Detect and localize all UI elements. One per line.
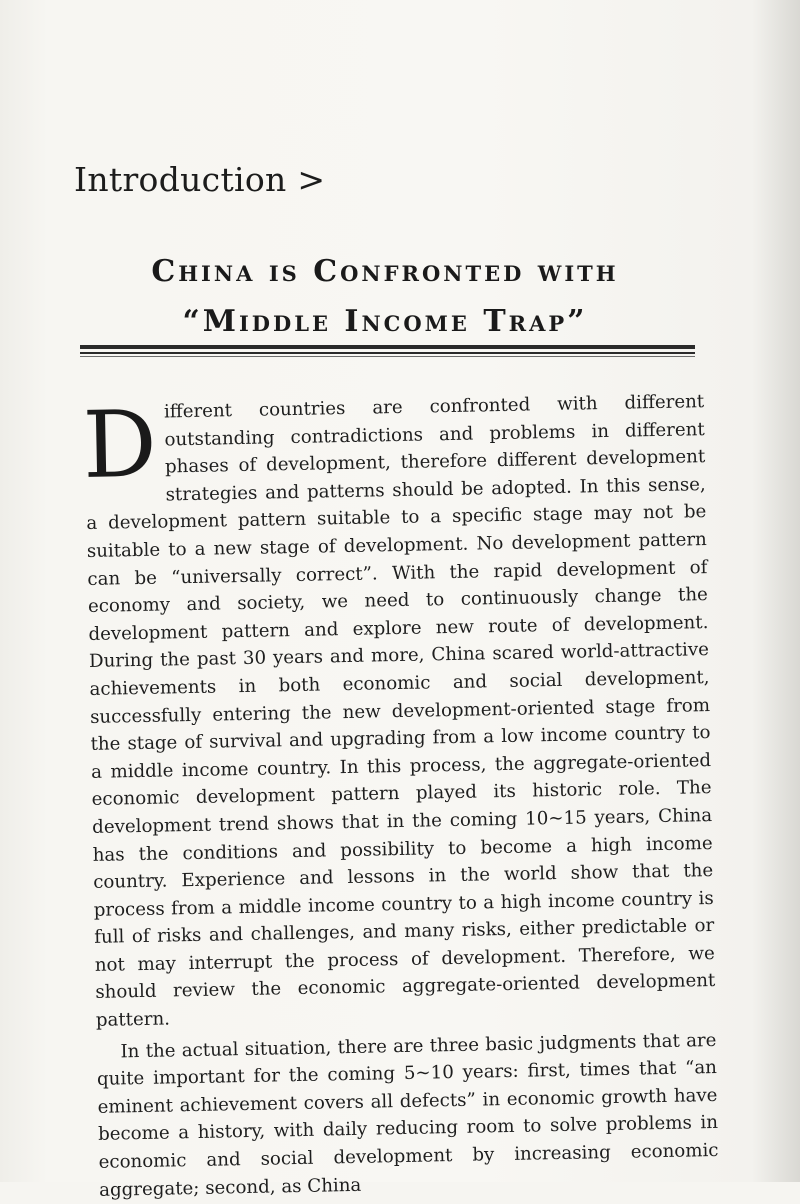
paragraph-2: In the actual situation, there are three basic judgments that are quite important for the coming 5~10 years: first, times that “an eminent achievement covers all defects” in economic growth have become a history, with daily reducing room to solve problems in economic and social development by increasing economic aggregate; second, as China <box>96 1029 719 1201</box>
drop-cap: D <box>81 390 158 500</box>
section-label: Introduction > <box>74 160 326 199</box>
chapter-title <box>60 247 710 347</box>
chapter-title-line-2: “Middle Income Trap” <box>182 304 588 339</box>
title-divider <box>80 345 695 359</box>
paragraph-1-text: ifferent countries are confronted with different outstanding contradictions and problems in different phases of development, therefore different development strategies and patterns should be adopted. In this sense, a development pattern suitable to a specific stage may not be suitable to a new stage of development. No development pattern can be “universally correct”. With the rapid development of economy and society, we need to continuously change the development pattern and explore new route of development. During the past 30 years and more, China scared world-attractive achievements in both economic and social development, successfully entering the new development-oriented stage from the stage of survival and upgrading from a low income country to a middle income country. In this process, the aggregate-oriented economic development pattern played its historic role. The development trend shows that in the coming 10~15 years, China has the conditions and possibility to become a high income country. Experience and lessons in the world show that the process from a middle income country to a high income country is full of risks and challenges, and many risks, either predictable or not may interrupt the process of development. Therefore, we should review the economic aggregate-oriented development pattern. <box>86 391 716 1031</box>
body-text <box>81 388 719 1204</box>
chapter-title-line-1: China is Confronted with <box>151 254 619 289</box>
paragraph-1 <box>81 388 716 1034</box>
